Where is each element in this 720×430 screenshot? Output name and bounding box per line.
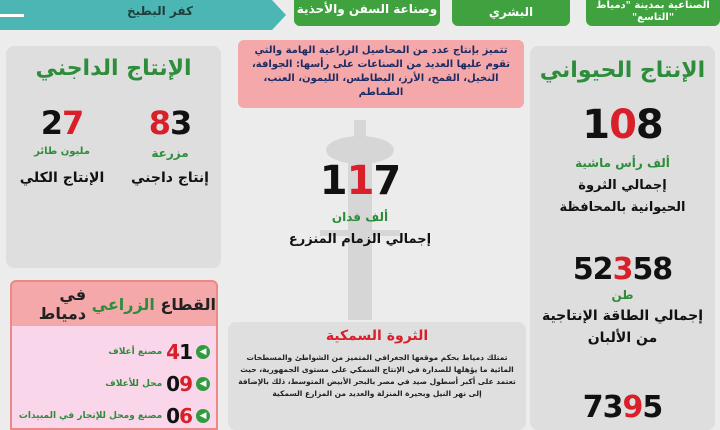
agri-digit: 0: [166, 372, 180, 396]
cultivated-area-label: إجمالي الزمام المنزرع: [288, 232, 432, 247]
list-item: [105, 372, 210, 396]
top-green-box-1: وصناعة السفن والأحذية: [294, 0, 440, 26]
chevron-right-icon: [272, 0, 286, 30]
poultry-farms-unit: مزرعة: [151, 146, 189, 160]
third-digit-red: 9: [622, 390, 643, 425]
agri-sector-header: [10, 280, 218, 326]
agri-sector-title-suffix: في دمياط: [38, 285, 87, 323]
poultry-farms-number: [120, 104, 220, 142]
agri-item-text: مصنع ومحل للإتجار في المبيدات: [18, 411, 163, 421]
agri-sector-list: [10, 326, 218, 430]
agri-item-number: [166, 340, 192, 364]
cultivated-area-unit: ألف فدان: [331, 210, 389, 224]
fish-wealth-title: الثروة السمكية: [325, 328, 429, 344]
dairy-unit: طن: [611, 288, 634, 302]
chevron-left-icon: ◀: [196, 345, 210, 359]
poultry-total-digit-red: 7: [62, 104, 84, 142]
poultry-farms-digit-red: 8: [148, 104, 170, 142]
dairy-number: [530, 252, 715, 288]
third-number: [530, 390, 715, 426]
top-green-box-3: [586, 0, 720, 26]
dairy-digits: 58: [632, 252, 673, 287]
livestock-label-1: إجمالي الثروة: [578, 178, 667, 193]
animal-production-title: الإنتاج الحيواني: [539, 58, 706, 83]
fish-wealth-text: تمتلك دمياط بحكم موقعها الجغرافي المتميز من الشواطئ والمسطحات المائية ما يؤهلها للصدارة في الإنتاج السمكي على مستوى الجمهورية، حيث تعتمد على أكبر أسطول صيد في مصر بالبحر الأبيض المتوسط، ذلك بالإضافة إلى نهر النيل وبحيرة المنزلة والعديد من المزارع السمكية: [238, 353, 516, 398]
livestock-digit-red: 0: [609, 102, 636, 148]
chevron-left-icon: ◀: [196, 409, 210, 423]
divider-line: [0, 14, 24, 17]
livestock-label-2: الحيوانية بالمحافظة: [559, 200, 686, 215]
crops-info-box: تتميز بإنتاج عدد من المحاصيل الزراعية الهامة والتي تقوم عليها العديد من الصناعات على رأسها: الجوافة، النخيل، القمح، الأرز، البطاطس، الليمون، العنب، الطماطم: [238, 40, 524, 108]
list-item: [19, 404, 210, 428]
agri-item-number: [166, 404, 192, 428]
agri-item-number: [166, 372, 192, 396]
agri-digit: 0: [166, 404, 180, 428]
dairy-label-1: إجمالي الطاقة الإنتاجية: [541, 308, 704, 324]
agri-digit-red: 6: [179, 404, 192, 428]
agri-digit: 1: [179, 340, 192, 364]
livestock-digit: 1: [582, 102, 610, 148]
top-green-box-3-line1: الصناعية بمدينة "دمياط: [596, 0, 710, 11]
agri-item-text: محل للأعلاف: [105, 379, 163, 389]
livestock-number: [530, 102, 715, 148]
poultry-total-label: الإنتاج الكلي: [19, 170, 105, 186]
agri-sector-title-prefix: القطاع: [160, 294, 216, 314]
top-green-box-2: البشري: [452, 0, 570, 26]
poultry-total-unit: مليون طائر: [34, 146, 90, 157]
cultivated-digit: 7: [373, 158, 401, 204]
third-digits: 5: [642, 390, 663, 425]
poultry-farms-digit: 3: [170, 104, 192, 142]
agri-sector-title-highlight: الزراعي: [91, 294, 155, 314]
cultivated-area-number: [300, 158, 420, 204]
top-green-box-3-line2: "التاسع": [631, 12, 675, 23]
dairy-label-2: من الألبان: [587, 330, 658, 346]
livestock-unit: ألف رأس ماشية: [575, 156, 670, 170]
agri-digit-red: 4: [166, 340, 180, 364]
livestock-digit: 8: [635, 102, 663, 148]
list-item: [108, 340, 210, 364]
poultry-title: الإنتاج الداجني: [35, 56, 192, 81]
dairy-digit-red: 3: [612, 252, 633, 287]
top-teal-text: كفر البطيخ: [126, 4, 193, 18]
cultivated-digit: 1: [319, 158, 347, 204]
dairy-digits: 52: [572, 252, 613, 287]
poultry-total-number: [12, 104, 112, 142]
chevron-left-icon: ◀: [196, 377, 210, 391]
agri-digit-red: 9: [179, 372, 192, 396]
cultivated-digit-red: 1: [346, 158, 374, 204]
poultry-total-digit: 2: [40, 104, 62, 142]
agri-item-text: مصنع أعلاف: [108, 347, 163, 357]
third-digits: 73: [582, 390, 623, 425]
poultry-farms-label: إنتاج داجني: [131, 170, 209, 186]
